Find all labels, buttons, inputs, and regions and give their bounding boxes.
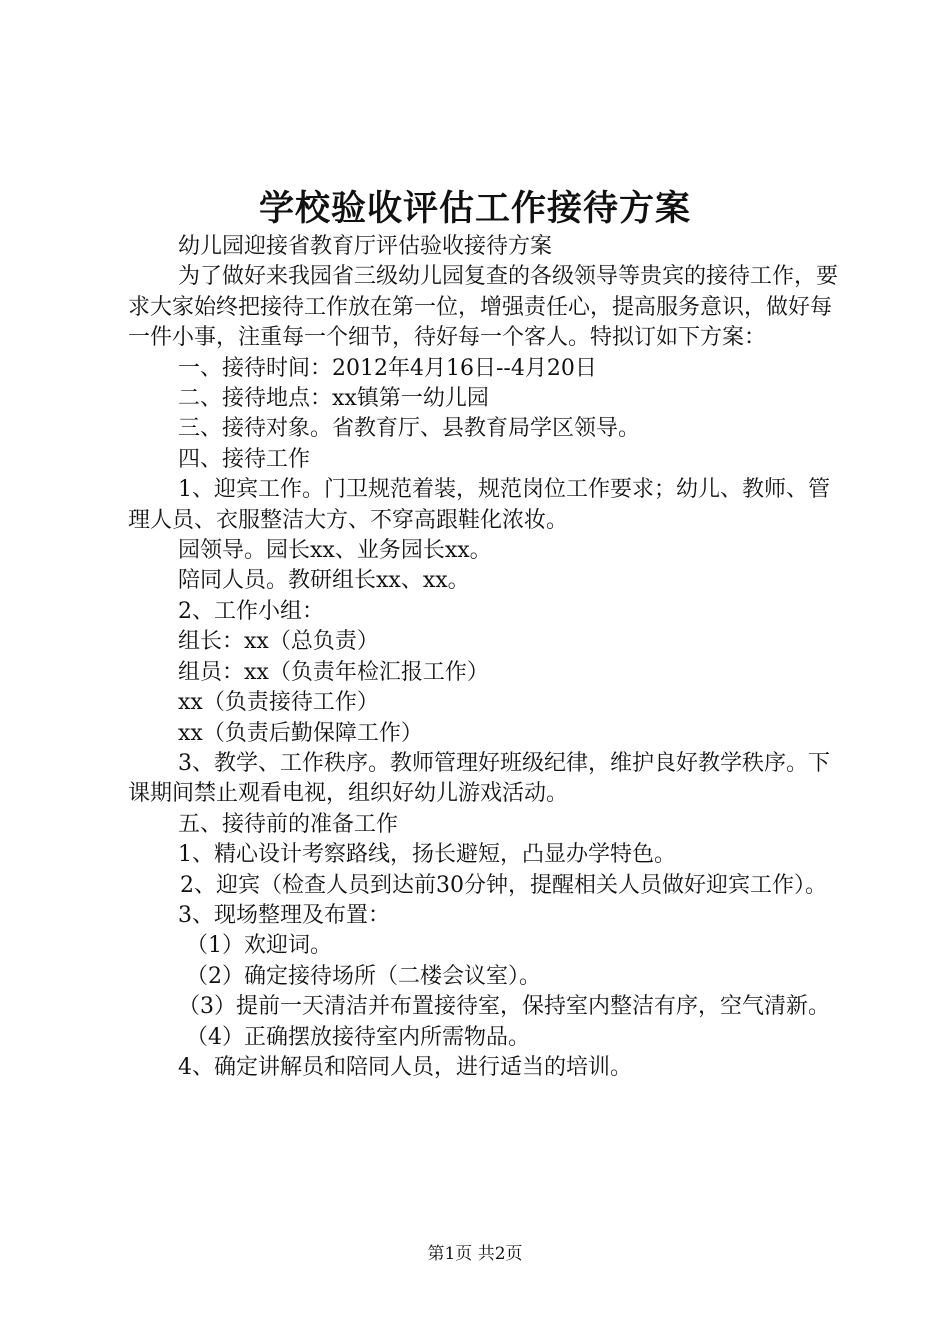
item-welcome-work: 1、迎宾工作。门卫规范着装，规范岗位工作要求；幼儿、教师、管理人员、衣服整洁大方、不穿高跟鞋化浓妆。: [128, 477, 830, 533]
page-indicator: 第1页 共2页: [427, 1244, 523, 1264]
prep-site-4: （4）正确摆放接待室内所需物品。: [186, 1024, 530, 1050]
page-title: 学校验收评估工作接待方案: [258, 188, 691, 229]
prep-site-1: （1）欢迎词。: [186, 933, 332, 959]
item-group-member-1: 组员：xx（负责年检汇报工作）: [178, 659, 489, 685]
item-group-member-3: xx（负责后勤保障工作）: [178, 720, 423, 746]
prep-site: 3、现场整理及布置：: [178, 902, 390, 928]
item-escorts: 陪同人员。教研组长xx、xx。: [178, 568, 470, 594]
section-time: 一、接待时间：2012年4月16日--4月20日: [178, 355, 597, 381]
section-location: 二、接待地点：xx镇第一幼儿园: [178, 386, 489, 412]
prep-site-3: （3）提前一天清洁并布置接待室，保持室内整洁有序，空气清新。: [178, 994, 830, 1020]
item-leaders: 园领导。园长xx、业务园长xx。: [178, 538, 492, 564]
prep-guides: 4、确定讲解员和陪同人员，进行适当的培训。: [178, 1054, 632, 1080]
document-body: [128, 232, 838, 1083]
intro-paragraph: 为了做好来我园省三级幼儿园复查的各级领导等贵宾的接待工作，要求大家始终把接待工作放在第一位，增强责任心，提高服务意识，做好每一件小事，注重每一个细节，待好每一个客人。特拟订如下方案：: [128, 264, 839, 351]
section-preparation: 五、接待前的准备工作: [178, 811, 399, 837]
prep-site-2: （2）确定接待场所（二楼会议室）。: [186, 963, 541, 989]
section-target: 三、接待对象。省教育厅、县教育局学区领导。: [178, 416, 641, 442]
section-work: 四、接待工作: [178, 446, 311, 472]
item-group-member-2: xx（负责接待工作）: [178, 690, 379, 716]
item-group-leader: 组长：xx（总负责）: [178, 629, 379, 655]
subtitle-paragraph: 幼儿园迎接省教育厅评估验收接待方案: [178, 234, 553, 259]
item-teaching-order: 3、教学、工作秩序。教师管理好班级纪律，维护良好教学秩序。下课期间禁止观看电视，组织好幼儿游戏活动。: [128, 750, 830, 807]
prep-route: 1、精心设计考察路线，扬长避短，凸显办学特色。: [178, 842, 676, 868]
prep-welcome: 2、迎宾（检查人员到达前30分钟，提醒相关人员做好迎宾工作）。: [180, 872, 827, 898]
item-work-group: 2、工作小组：: [178, 598, 324, 624]
